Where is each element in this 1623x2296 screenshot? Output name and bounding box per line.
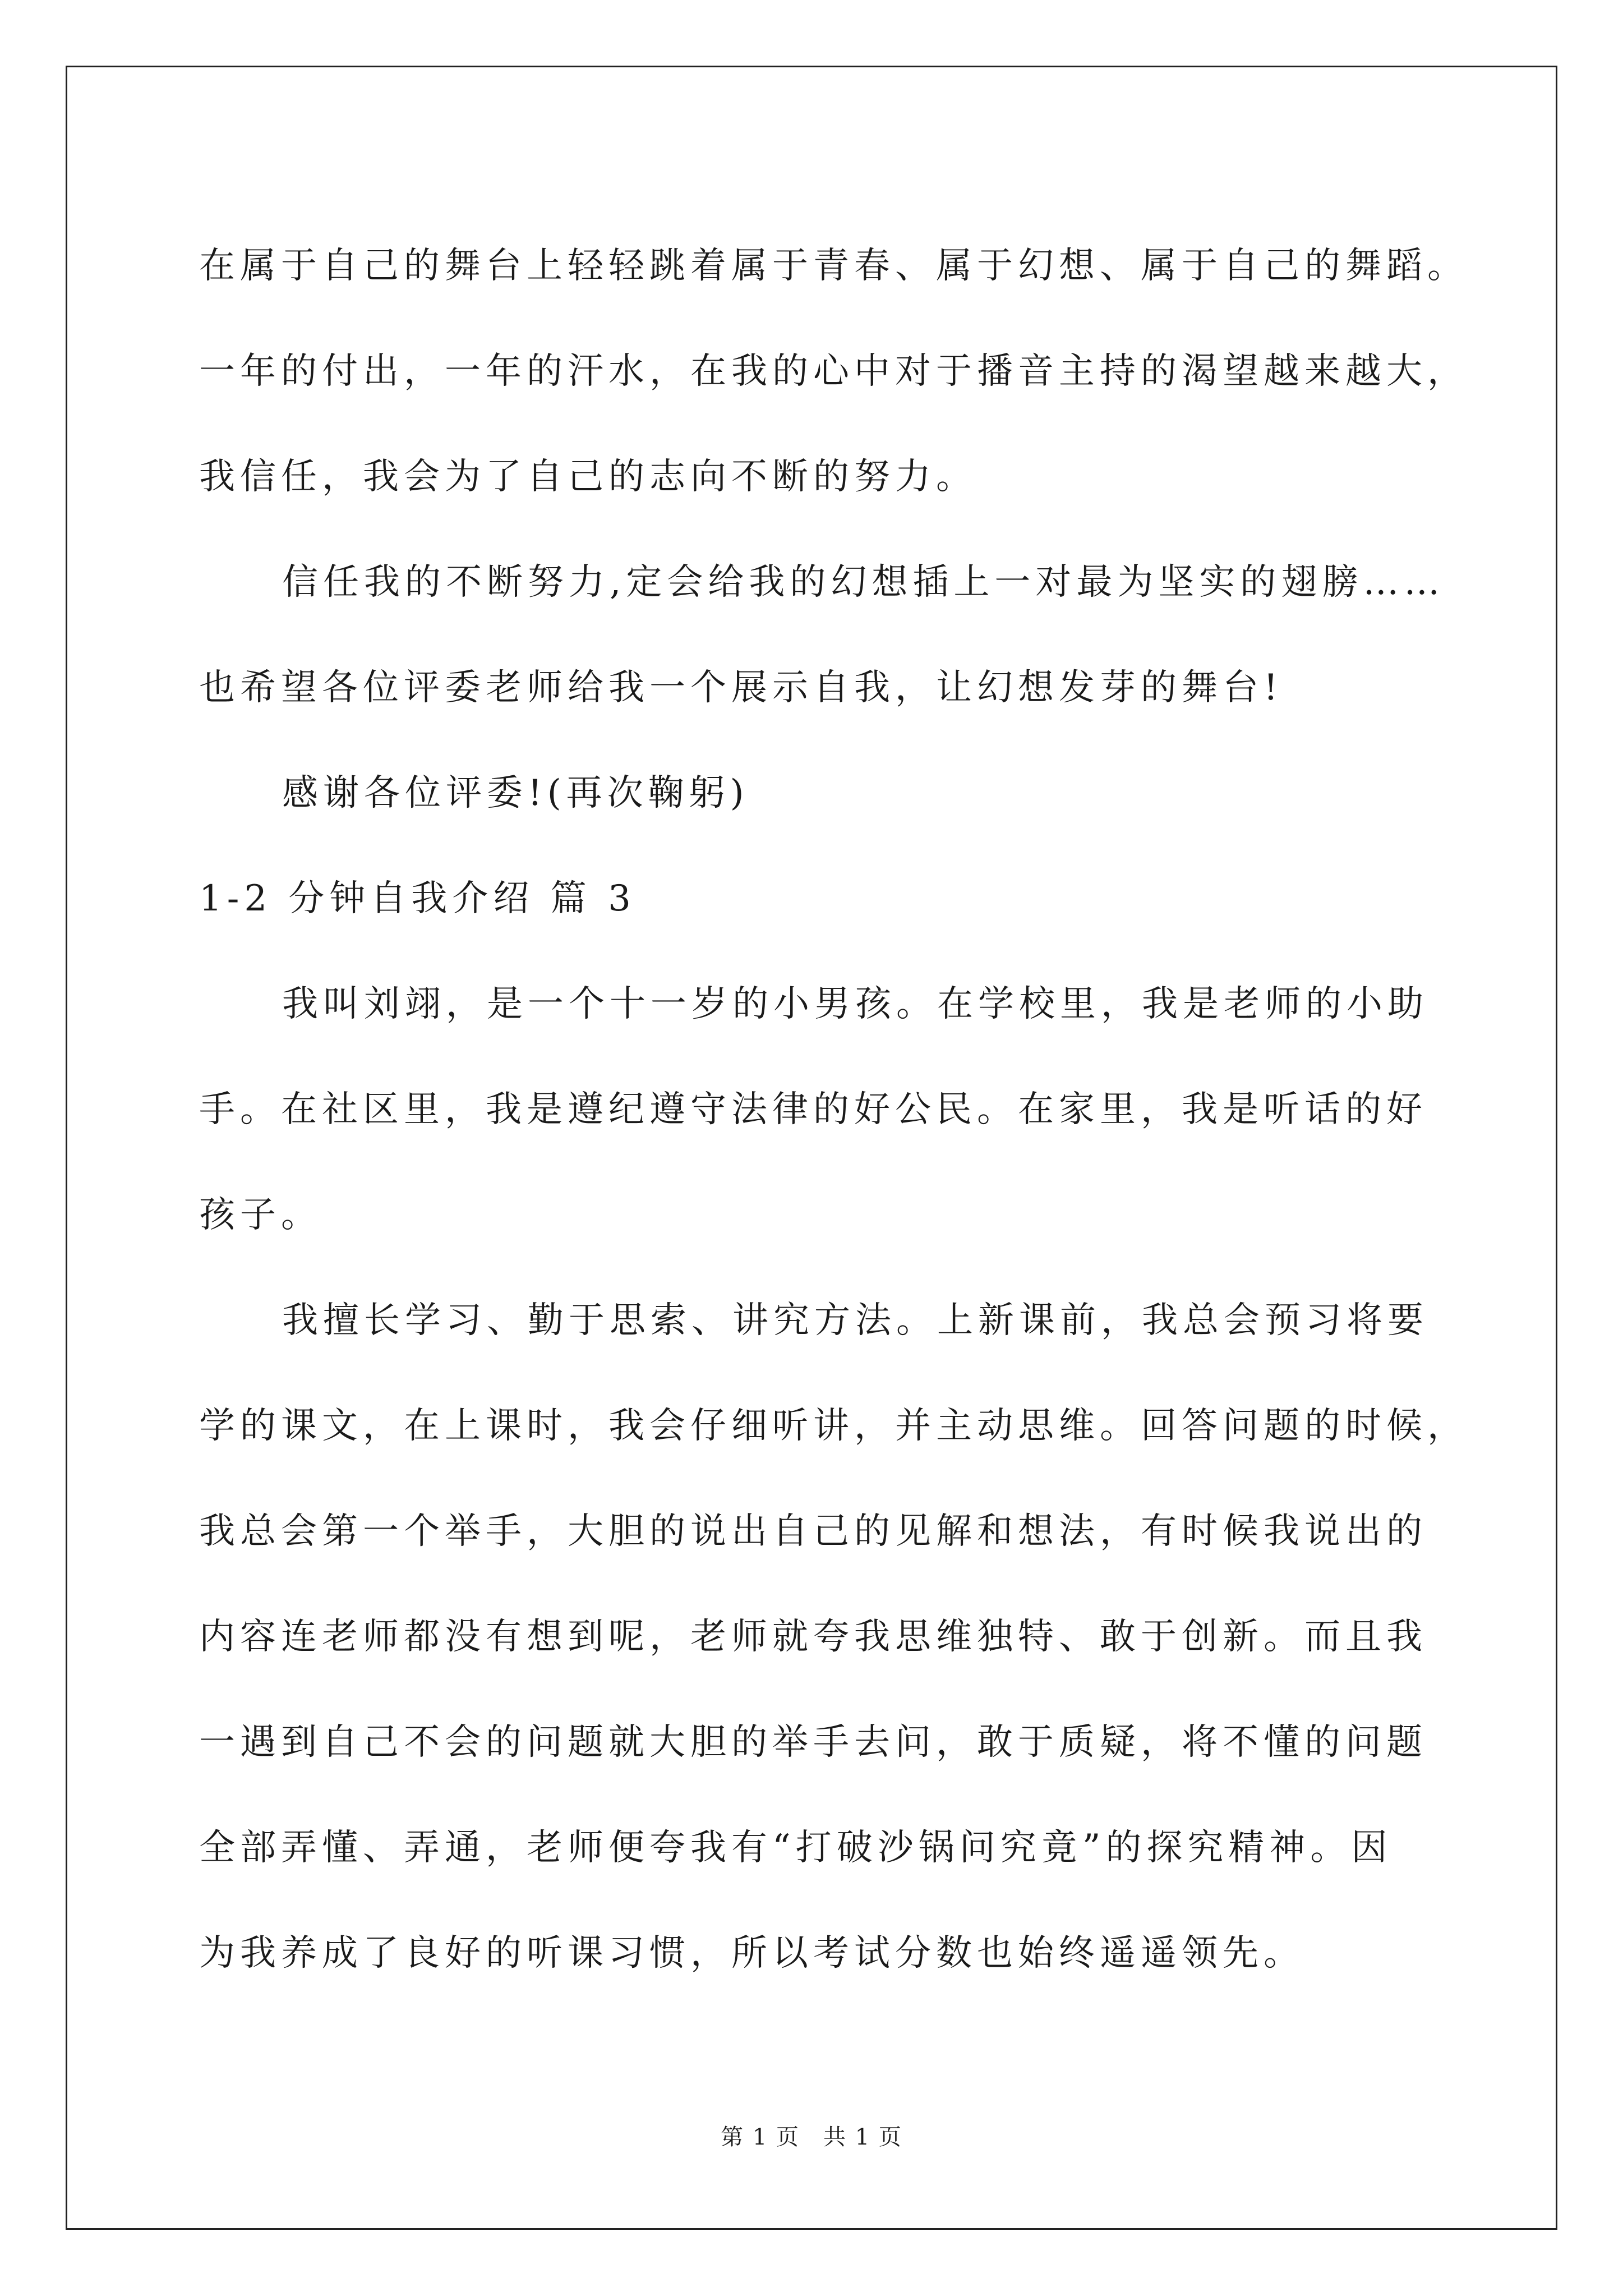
text-line: 我总会第一个举手，大胆的说出自己的见解和想法，有时候我说出的 xyxy=(199,1511,1427,1552)
page-footer: 第 1 页 共 1 页 xyxy=(721,2124,902,2150)
text-line: 在属于自己的舞台上轻轻跳着属于青春、属于幻想、属于自己的舞蹈。 xyxy=(199,245,1468,287)
paragraph-2 xyxy=(199,530,1455,740)
text-line: 1-2 分钟自我介绍 篇 3 xyxy=(199,878,636,919)
text-line: 内容连老师都没有想到呢，老师就夸我思维独特、敢于创新。而且我 xyxy=(199,1616,1427,1658)
text-line: 全部弄懂、弄通，老师便夸我有“打破沙锅问究竟”的探究精神。因 xyxy=(199,1827,1393,1869)
text-line: 一年的付出，一年的汗水，在我的心中对于播音主持的渴望越来越大， xyxy=(199,351,1468,392)
text-line: 信任我的不断努力,定会给我的幻想插上一对最为坚实的翅膀…… xyxy=(282,562,1445,603)
text-line: 孩子。 xyxy=(199,1194,322,1236)
paragraph-4 xyxy=(199,951,1455,1268)
paragraph-5 xyxy=(199,1268,1468,2006)
paragraph-3 xyxy=(199,740,1455,846)
text-line: 手。在社区里，我是遵纪遵守法律的好公民。在家里，我是听话的好 xyxy=(199,1089,1427,1130)
text-line: 也希望各位评委老师给我一个展示自我，让幻想发芽的舞台! xyxy=(199,667,1283,708)
text-line: 我擅长学习、勤于思索、讲究方法。上新课前，我总会预习将要 xyxy=(282,1300,1428,1341)
paragraph-1 xyxy=(199,213,1468,530)
text-line: 学的课文，在上课时，我会仔细听讲，并主动思维。回答问题的时候， xyxy=(199,1405,1468,1447)
text-line: 感谢各位评委!(再次鞠躬) xyxy=(282,772,749,814)
text-line: 我叫刘翊，是一个十一岁的小男孩。在学校里，我是老师的小助 xyxy=(282,983,1428,1025)
document-body xyxy=(199,213,1468,2006)
section-heading xyxy=(199,846,1455,951)
text-line: 一遇到自己不会的问题就大胆的举手去问，敢于质疑，将不懂的问题 xyxy=(199,1722,1427,1763)
text-line: 为我养成了良好的听课习惯，所以考试分数也始终遥遥领先。 xyxy=(199,1932,1304,1974)
text-line: 我信任，我会为了自己的志向不断的努力。 xyxy=(199,456,977,498)
